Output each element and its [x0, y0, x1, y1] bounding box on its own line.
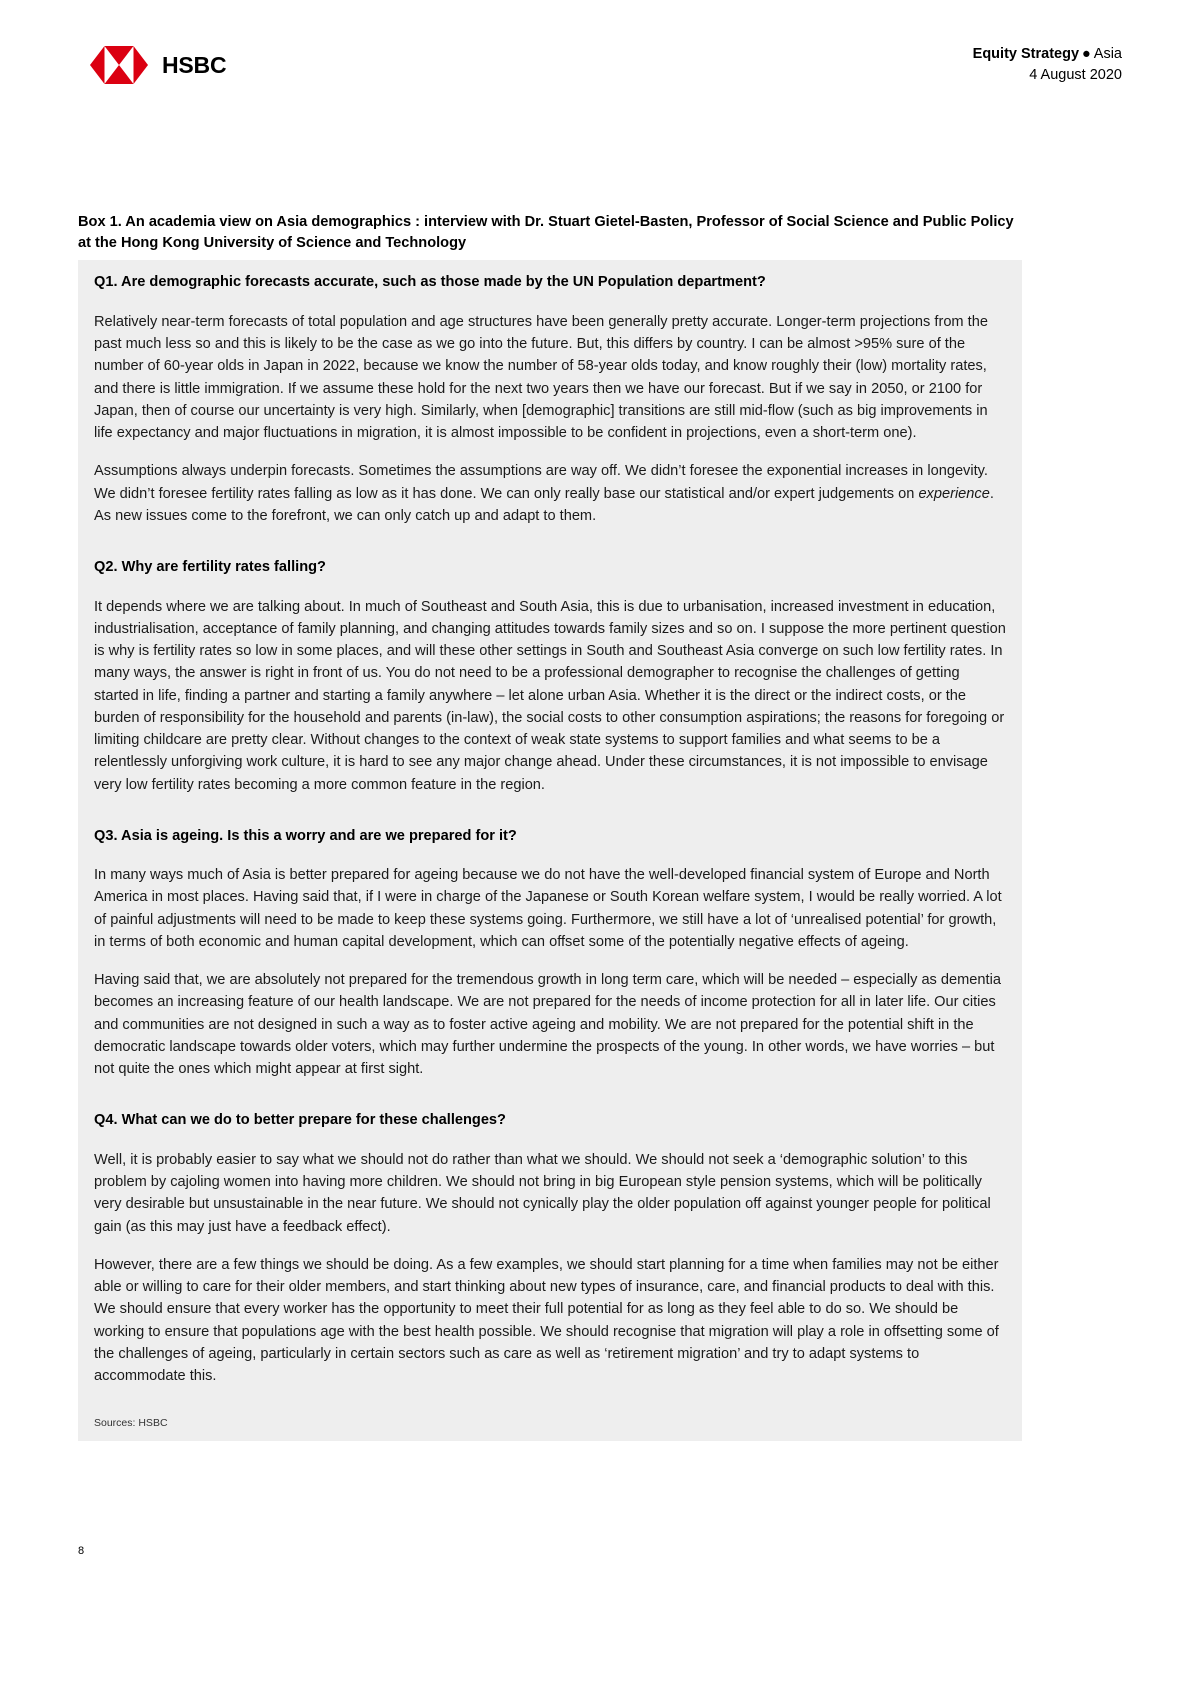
source-note: Sources: HSBC: [94, 1417, 168, 1430]
brand-name: HSBC: [162, 51, 227, 78]
brand-block: [90, 46, 226, 84]
question-heading-q4: Q4. What can we do to better prepare for these challenges?: [94, 1112, 506, 1129]
header-region: Asia: [1093, 46, 1122, 62]
box-title: Box 1. An academia view on Asia demographics : interview with Dr. Stuart Gietel-Basten, Professor of Social Science and Public Policy at the Hong Kong University of Science and Technology: [78, 214, 1014, 251]
question-heading-q2: Q2. Why are fertility rates falling?: [94, 559, 326, 576]
question-heading-q1: Q1. Are demographic forecasts accurate, such as those made by the UN Population department?: [94, 274, 766, 291]
header-right-block: [973, 44, 1122, 85]
answer-paragraph-q2-1: It depends where we are talking about. In much of Southeast and South Asia, this is due to urbanisation, increased investment in education, industrialisation, acceptance of family planning, and changing attitudes towards family sizes and so on. I suppose the more pertinent question is why is fertility rates so low in some places, and will these other settings in South and Southeast Asia converge on such low fertility rates. In many ways, the answer is right in front of us. You do not need to be a professional demographer to recognise the challenges of getting started in life, finding a partner and starting a family anywhere – let alone urban Asia. Whether it is the direct or the indirect costs, or the burden of responsibility for the household and parents (in-law), the social costs to other consumption aspirations; the reasons for foregoing or limiting childcare are pretty clear. Without changes to the context of weak state systems to support families and what seems to be a relentlessly unforgiving work culture, it is hard to see any major change ahead. Under these circumstances, it is not impossible to envisage very low fertility rates becoming a more common feature in the region.: [94, 598, 1006, 793]
bullet-separator-icon: ●: [1082, 46, 1091, 62]
answer-paragraph-q3-2: Having said that, we are absolutely not prepared for the tremendous growth in long term care, which will be needed – especially as dementia becomes an increasing feature of our health landscape. We are not prepared for the needs of income protection for all in later life. Our cities and communities are not designed in such a way as to foster active ageing and mobility. We are not prepared for the potential shift in the democratic landscape towards older voters, which may further undermine the prospects of the young. In other words, we have worries – but not quite the ones which might appear at first sight.: [94, 972, 1001, 1078]
answer-q1-2-part1: Assumptions always underpin forecasts. Sometimes the assumptions are way off. We didn’t foresee the exponential increases in longevity. We didn’t foresee fertility rates falling as low as it has done. We can only really base our statistical and/or expert judgements on: [94, 463, 988, 502]
page-number: 8: [78, 1545, 85, 1557]
answer-paragraph-q4-1: Well, it is probably easier to say what we should not do rather than what we should. We should not seek a ‘demographic solution’ to this problem by cajoling women into having more children. We should not bring in big European style pension systems, which will be politically very desirable but unsustainable in the near future. We should not cynically play the older population off against younger people for political gain (as this may just have a feedback effect).: [94, 1151, 991, 1235]
page-header: [78, 38, 1122, 98]
box-body: [78, 260, 1022, 1441]
answer-q1-2-part2: . As new issues come to the forefront, we can only catch up and adapt to them.: [94, 485, 994, 524]
answer-paragraph-q4-2: However, there are a few things we should be doing. As a few examples, we should start planning for a time when families may not be either able or willing to care for their older members, and start thinking about new types of insurance, care, and financial products to deal with this. We should ensure that every worker has the opportunity to meet their full potential for as long as they feel able to do so. We should be working to ensure that populations age with the best health possible. We should recognise that migration will play a role in offsetting some of the challenges of ageing, particularly in certain sectors such as care as well as ‘retirement migration’ and try to adapt systems to accommodate this.: [94, 1256, 999, 1385]
answer-paragraph-q1-1: Relatively near-term forecasts of total population and age structures have been generally pretty accurate. Longer-term projections from the past much less so and this is likely to be the case as we go into the future. But, this differs by country. I can be almost >95% sure of the number of 60-year olds in Japan in 2022, because we know the number of 58-year olds today, and know roughly their (low) mortality rates, and there is little immigration. If we assume these hold for the next two years then we have our forecast. But if we say in 2050, or 2100 for Japan, then of course our uncertainty is very high. Similarly, when [demographic] transitions are still mid-flow (such as big improvements in life expectancy and major fluctuations in migration, it is almost impossible to be confident in projections, even a short-term one).: [94, 313, 988, 442]
hsbc-logo-icon: [90, 46, 148, 84]
header-title-text: Equity Strategy: [972, 46, 1080, 62]
question-heading-q3: Q3. Asia is ageing. Is this a worry and are we prepared for it?: [94, 827, 517, 844]
header-title: [973, 44, 1122, 64]
interview-box: [78, 212, 1022, 1441]
answer-q1-2-italic: experience: [918, 485, 990, 502]
answer-paragraph-q3-1: In many ways much of Asia is better prepared for ageing because we do not have the well-developed financial system of Europe and North America in most places. Having said that, if I were in charge of the Japanese or South Korean welfare system, I would be really worried. A lot of painful adjustments will need to be made to keep these systems going. Furthermore, we still have a lot of ‘unrealised potential’ for growth, in terms of both economic and human capital development, which can offset some of the potentially negative effects of ageing.: [94, 867, 1002, 950]
header-date: 4 August 2020: [1029, 67, 1122, 83]
answer-paragraph-q1-2: [94, 460, 1006, 527]
